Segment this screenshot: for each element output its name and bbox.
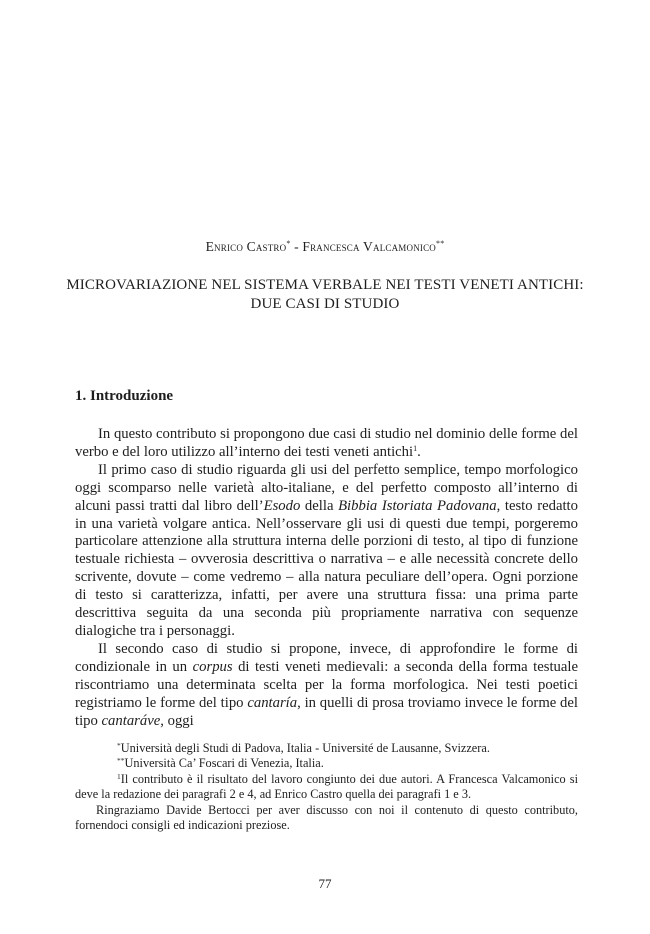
italic-text: corpus xyxy=(192,658,233,675)
author-name: Francesca Valcamonico xyxy=(302,239,436,254)
footnote-text: Università degli Studi di Padova, Italia - Université de Lausanne, Svizzera. xyxy=(120,741,490,755)
paragraph xyxy=(75,641,578,731)
footnote-text: Ringraziamo Davide Bertocci per aver discusso con noi il contenuto di questo contributo, fornendoci consigli ed indicazioni preziose. xyxy=(75,802,578,833)
footnote: $^1$Il contributo è il risultato del lavoro congiunto dei due autori. A Francesca Valcamonico si deve la redazione dei paragrafi 2 e 4, ad Enrico Castro quella dei paragrafi 1 e 3. xyxy=(75,771,578,802)
author-line xyxy=(0,239,650,255)
section-heading: 1. Introduzione xyxy=(75,388,174,404)
author-separator: - xyxy=(290,239,303,254)
italic-text: cantaría xyxy=(247,694,298,711)
title-line: MICROVARIAZIONE NEL SISTEMA VERBALE NEI TESTI VENETI ANTICHI: xyxy=(66,277,584,293)
text-run: Il primo caso di studio riguarda gli usi del perfetto semplice, tempo morfologico oggi scomparso nelle varietà alto-italiane, e del perfetto composto all’interno di alcuni passi tratti dal libro dell’ xyxy=(75,461,578,514)
body-text xyxy=(75,426,578,730)
paragraph xyxy=(75,426,578,462)
footnote: *Università degli Studi di Padova, Italia - Université de Lausanne, Svizzera. xyxy=(117,741,490,755)
footnotes xyxy=(75,741,578,833)
text-run: In questo contributo si propongono due casi di studio nel dominio delle forme del verbo e del loro utilizzo all’interno dei testi veneti antichi xyxy=(75,426,578,460)
text-run: . xyxy=(417,443,421,460)
paragraph xyxy=(75,462,578,641)
footnote-marker: * xyxy=(286,239,291,248)
footnote: **Università Ca’ Foscari di Venezia, Italia. xyxy=(117,756,324,771)
article-title xyxy=(0,276,650,314)
footnote-text: Il contributo è il risultato del lavoro congiunto dei due autori. A Francesca Valcamonico si deve la redazione dei paragrafi 2 e 4, ad Enrico Castro quella dei paragrafi 1 e 3. xyxy=(75,771,578,802)
footnote-text: Università Ca’ Foscari di Venezia, Italia. xyxy=(124,756,324,771)
footnote-marker: ** xyxy=(436,239,445,248)
italic-text: Bibbia Istoriata Padovana xyxy=(338,497,497,514)
text-run: Il secondo caso di studio si propone, invece, di approfondire le forme di condizionale in un xyxy=(75,640,578,675)
italic-text: Esodo xyxy=(263,497,301,514)
italic-text: cantaráve xyxy=(101,712,161,729)
author-name: Enrico Castro xyxy=(205,239,287,254)
title-line: DUE CASI DI STUDIO xyxy=(250,296,400,312)
text-run: , testo redatto in una varietà volgare antica. Nell’osservare gli usi di questi due tempi, porgeremo particolare attenzione alla struttura interna delle porzioni di testo, al tipo di funzione testuale richiesta – ovverosia descrittiva o narrativa – e alle necessità concrete dello scrivente, dovute – come vedremo – alla natura peculiare dell’opera. Ogni porzione di testo si caratterizza, infatti, per avere una struttura fissa: una prima parte descrittiva seguita da una seconda più propriamente narrativa con sequenze dialogiche tra i personaggi. xyxy=(75,497,578,639)
text-run: , in quelli di prosa troviamo invece le forme del tipo xyxy=(75,694,578,729)
footnote xyxy=(75,803,578,834)
footnote-reference: 1 xyxy=(413,443,418,453)
page-number: 77 xyxy=(318,876,332,891)
text-run: , oggi xyxy=(160,712,194,729)
text-run: della xyxy=(300,497,339,514)
text-run: di testi veneti medievali: a seconda della forma testuale riscontriamo una determinata scelta per la forma morfologica. Nei testi poetici registriamo le forme del tipo xyxy=(75,658,579,711)
